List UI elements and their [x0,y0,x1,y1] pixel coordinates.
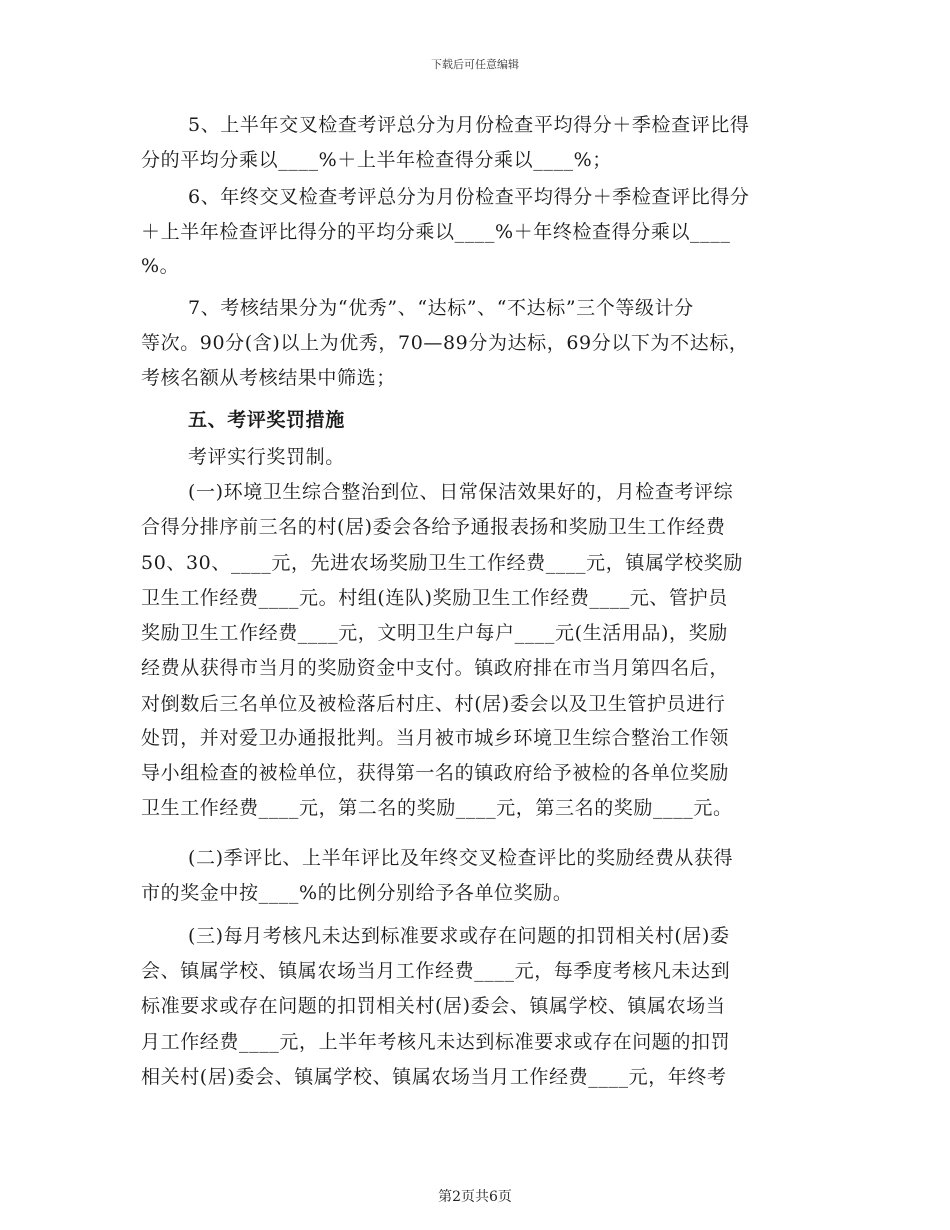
paragraph-line: 等次。90分(含)以上为优秀，70—89分为达标，69分以下为不达标， [141,332,749,354]
paragraph-line: 卫生工作经费____元，第二名的奖励____元，第三名的奖励____元。 [141,797,733,819]
paragraph-line: 标准要求或存在问题的扣罚相关村(居)委会、镇属学校、镇属农场当 [141,995,726,1017]
paragraph-line: 对倒数后三名单位及被检落后村庄、村(居)委会以及卫生管护员进行 [141,693,726,715]
paragraph-line: 会、镇属学校、镇属农场当月工作经费____元，每季度考核凡未达到 [141,960,731,982]
paragraph-line: 市的奖金中按____%的比例分别给予各单位奖励。 [141,882,573,904]
paragraph-line: 5、上半年交叉检查考评总分为月份检查平均得分＋季检查评比得 [188,114,750,136]
paragraph-line: %。 [141,255,180,277]
paragraph-line: 相关村(居)委会、镇属学校、镇属农场当月工作经费____元，年终考 [141,1066,727,1088]
paragraph-line: 50、30、____元，先进农场奖励卫生工作经费____元，镇属学校奖励 [141,552,743,574]
page-header: 下载后可任意编辑 [431,58,519,71]
page-footer: 第2页共6页 [438,1189,512,1205]
paragraph-line: 月工作经费____元，上半年考核凡未达到标准要求或存在问题的扣罚 [141,1031,731,1053]
paragraph-line: 考评实行奖罚制。 [188,446,345,468]
paragraph-line: 分的平均分乘以____%＋上半年检查得分乘以____%； [141,149,612,171]
paragraph-line: 处罚，并对爱卫办通报批判。当月被市城乡环境卫生综合整治工作领 [141,727,730,749]
paragraph-line: 7、考核结果分为“优秀”、“达标”、“不达标”三个等级计分 [188,297,694,319]
paragraph-line: 经费从获得市当月的奖励资金中支付。镇政府排在市当月第四名后， [141,657,730,679]
paragraph-line: 合得分排序前三名的村(居)委会各给予通报表扬和奖励卫生工作经费 [141,516,726,538]
section-heading: 五、考评奖罚措施 [188,409,345,431]
paragraph-line: 导小组检查的被检单位，获得第一名的镇政府给予被检的各单位奖励 [141,762,730,784]
paragraph-line: (三)每月考核凡未达到标准要求或存在问题的扣罚相关村(居)委 [188,925,730,947]
paragraph-line: 卫生工作经费____元。村组(连队)奖励卫生工作经费____元、管护员 [141,587,728,609]
paragraph-line: ＋上半年检查评比得分的平均分乘以____%＋年终检查得分乘以____ [141,221,731,243]
paragraph-line: (二)季评比、上半年评比及年终交叉检查评比的奖励经费从获得 [188,847,734,869]
paragraph-line: 6、年终交叉检查考评总分为月份检查平均得分＋季检查评比得分 [188,186,750,208]
paragraph-line: 考核名额从考核结果中筛选； [141,367,396,389]
paragraph-line: 奖励卫生工作经费____元，文明卫生户每户____元(生活用品)，奖励 [141,622,728,644]
paragraph-line: (一)环境卫生综合整治到位、日常保洁效果好的，月检查考评综 [188,481,734,503]
